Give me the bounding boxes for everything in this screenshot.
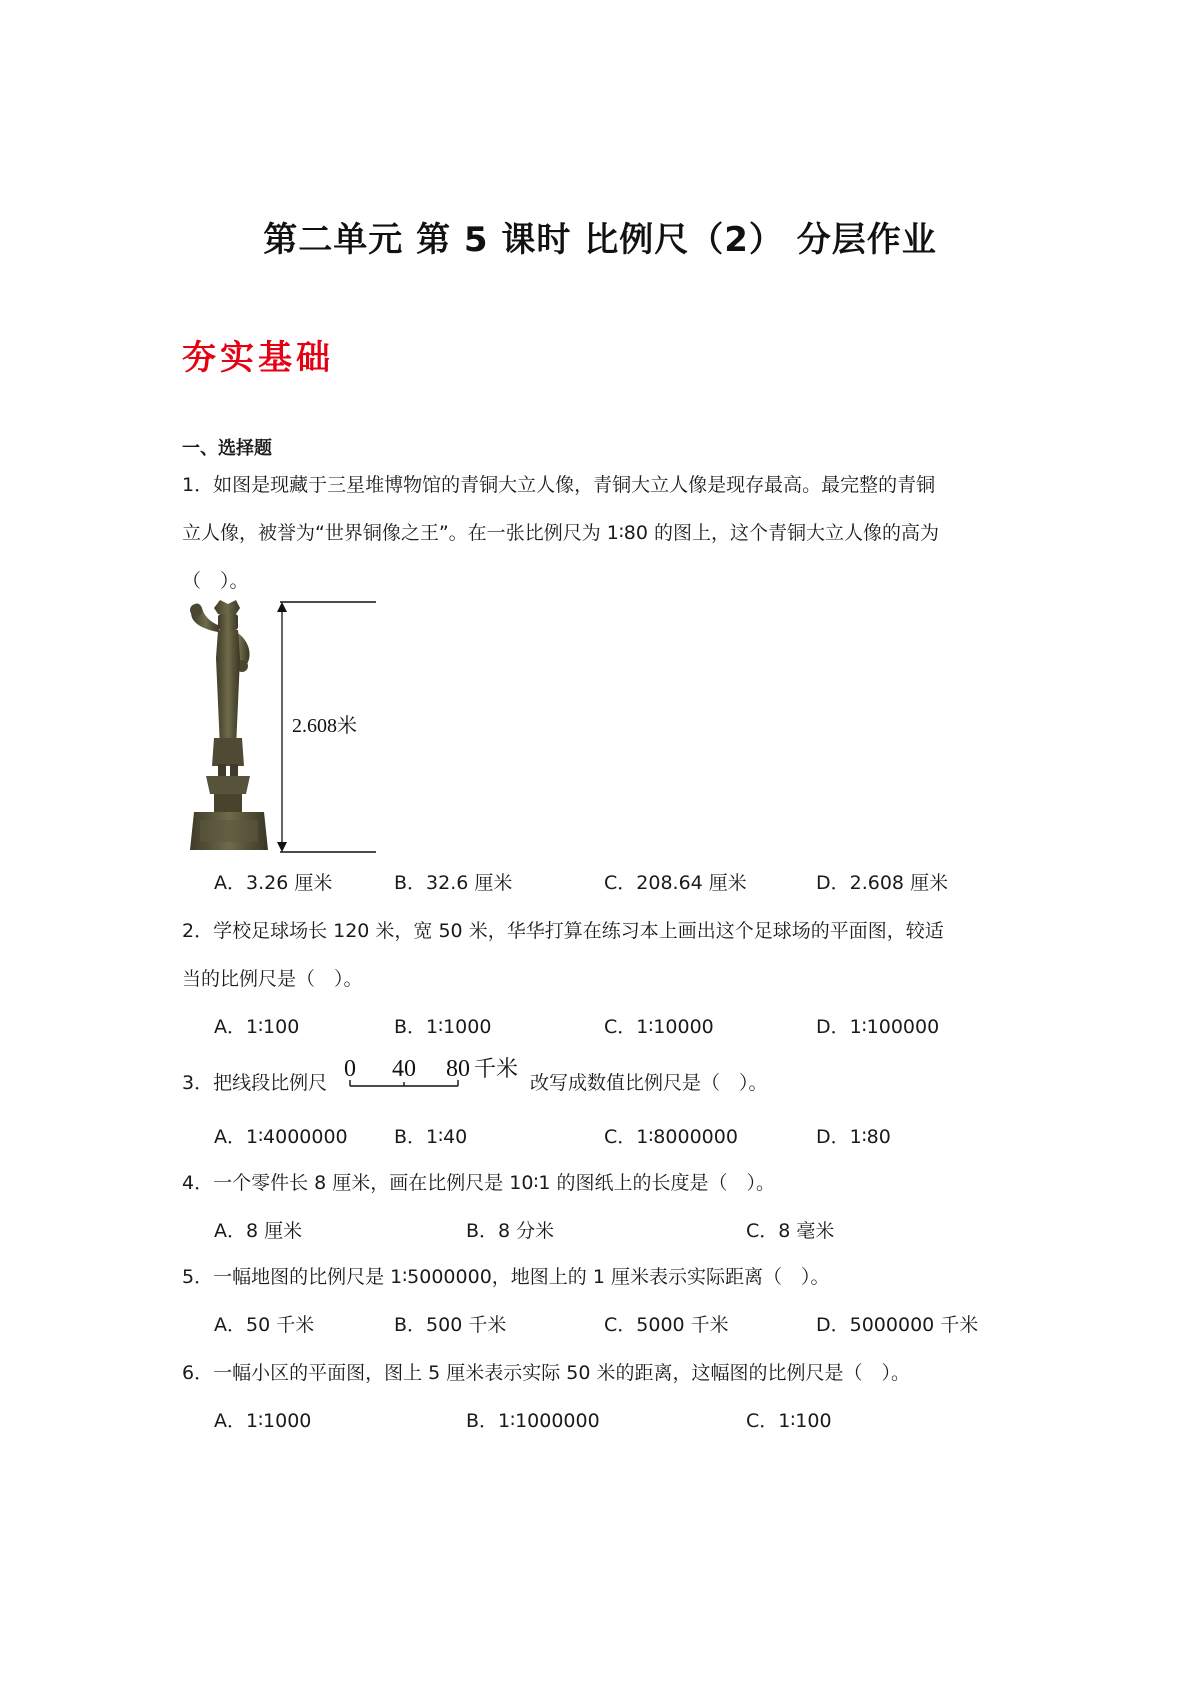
q2-line-2: 当的比例尺是（ ）。 bbox=[182, 968, 363, 990]
scale-tick-40: 40 bbox=[392, 1056, 416, 1082]
q3-option-d[interactable]: D．1∶80 bbox=[816, 1126, 891, 1148]
arrow-down-icon bbox=[277, 842, 287, 852]
height-label: 2.608米 bbox=[292, 715, 357, 737]
part-heading: 一、选择题 bbox=[182, 438, 272, 459]
scale-tick-0: 0 bbox=[344, 1056, 356, 1082]
q4-option-c[interactable]: C．8 毫米 bbox=[746, 1220, 835, 1242]
q3-suffix: 改写成数值比例尺是（ ）。 bbox=[530, 1072, 768, 1094]
arrow-up-icon bbox=[277, 602, 287, 612]
q1-line-2: 立人像，被誉为“世界铜像之王”。在一张比例尺为 1∶80 的图上，这个青铜大立人像的高为 bbox=[182, 522, 939, 544]
q5-line: 5．一幅地图的比例尺是 1∶5000000，地图上的 1 厘米表示实际距离（ ）。 bbox=[182, 1266, 830, 1288]
scale-tick-80: 80 bbox=[446, 1056, 470, 1082]
q6-option-a[interactable]: A．1∶1000 bbox=[214, 1410, 312, 1432]
q3-option-b[interactable]: B．1∶40 bbox=[394, 1126, 468, 1148]
q2-option-b[interactable]: B．1∶1000 bbox=[394, 1016, 492, 1038]
bronze-statue-figure bbox=[180, 598, 380, 858]
q1-option-c[interactable]: C．208.64 厘米 bbox=[604, 872, 747, 894]
q6-line: 6．一幅小区的平面图，图上 5 厘米表示实际 50 米的距离，这幅图的比例尺是（ ）。 bbox=[182, 1362, 911, 1384]
q1-option-a[interactable]: A．3.26 厘米 bbox=[214, 872, 333, 894]
q3-prefix: 3．把线段比例尺 bbox=[182, 1072, 328, 1094]
q4-line: 4．一个零件长 8 厘米，画在比例尺是 10∶1 的图纸上的长度是（ ）。 bbox=[182, 1172, 776, 1194]
q2-option-c[interactable]: C．1∶10000 bbox=[604, 1016, 714, 1038]
q6-option-b[interactable]: B．1∶1000000 bbox=[466, 1410, 600, 1432]
q1-option-b[interactable]: B．32.6 厘米 bbox=[394, 872, 513, 894]
q5-option-a[interactable]: A．50 千米 bbox=[214, 1314, 315, 1336]
q1-option-d[interactable]: D．2.608 厘米 bbox=[816, 872, 949, 894]
q3-option-a[interactable]: A．1∶4000000 bbox=[214, 1126, 348, 1148]
page-title: 第二单元 第 5 课时 比例尺（2） 分层作业 bbox=[263, 220, 937, 260]
q5-option-c[interactable]: C．5000 千米 bbox=[604, 1314, 729, 1336]
q1-line-3: （ ）。 bbox=[182, 570, 249, 592]
q1-line-1: 1．如图是现藏于三星堆博物馆的青铜大立人像，青铜大立人像是现存最高。最完整的青铜 bbox=[182, 474, 936, 496]
section-heading: 夯实基础 bbox=[182, 338, 334, 378]
statue-icon bbox=[190, 600, 268, 850]
q6-option-c[interactable]: C．1∶100 bbox=[746, 1410, 832, 1432]
q2-option-a[interactable]: A．1∶100 bbox=[214, 1016, 300, 1038]
q2-line-1: 2．学校足球场长 120 米，宽 50 米，华华打算在练习本上画出这个足球场的平面图，较适 bbox=[182, 920, 944, 942]
q4-option-b[interactable]: B．8 分米 bbox=[466, 1220, 555, 1242]
q2-option-d[interactable]: D．1∶100000 bbox=[816, 1016, 940, 1038]
q4-option-a[interactable]: A．8 厘米 bbox=[214, 1220, 303, 1242]
scale-unit: 千米 bbox=[474, 1057, 519, 1082]
q3-option-c[interactable]: C．1∶8000000 bbox=[604, 1126, 738, 1148]
q5-option-b[interactable]: B．500 千米 bbox=[394, 1314, 507, 1336]
line-scale-figure bbox=[342, 1052, 532, 1096]
q5-option-d[interactable]: D．5000000 千米 bbox=[816, 1314, 979, 1336]
